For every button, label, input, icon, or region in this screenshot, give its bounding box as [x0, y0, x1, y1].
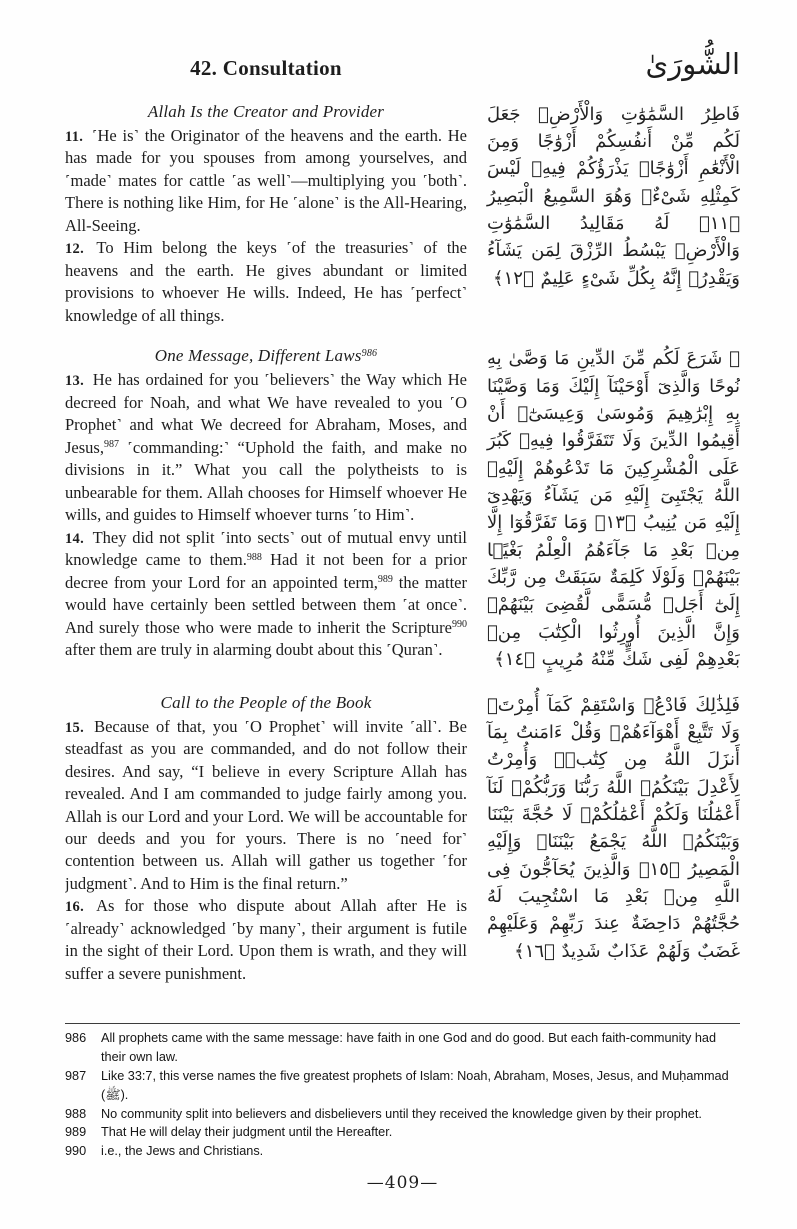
footnote-number: 990	[65, 1144, 87, 1159]
footnotes-list	[65, 1029, 740, 1161]
surah-section	[65, 689, 740, 986]
footnote-ref: 989	[377, 574, 393, 586]
section-heading-text: One Message, Different Laws	[154, 346, 362, 366]
footnote-divider	[65, 1023, 740, 1024]
verse-number: 11.	[65, 128, 84, 145]
verse-number: 15.	[65, 719, 85, 736]
english-column	[65, 689, 467, 986]
surah-arabic-title: الشُّورَىٰ	[645, 47, 740, 81]
verse-paragraph: 14. They did not split ˹into sects˺ out of mutual envy until knowledge came to them.$^{988}$ Had it not been for a prior decree from your Lord for an appointed term,$^{989}$ the matter would have certainly been settled between them ˹at once˺. And surely those who were made to inherit the Scripture$^{990}$ after them are truly in alarming doubt about this ˹Quran˺.	[65, 527, 468, 659]
verse-number: 14.	[65, 530, 85, 547]
title-wrap	[65, 50, 467, 81]
english-column	[65, 98, 467, 328]
footnote-text: No community split into believers and disbelievers until they received the knowledge given by their prophet.	[101, 1106, 702, 1121]
footnote-number: 986	[65, 1031, 87, 1046]
footnote-number: 989	[65, 1125, 87, 1140]
footnote-item	[65, 1029, 740, 1067]
verses-block	[65, 369, 467, 661]
footnote-number: 988	[65, 1106, 87, 1121]
verses-block	[65, 125, 467, 328]
footnote-item	[65, 1123, 740, 1142]
footnote-item	[65, 1105, 740, 1124]
section-heading	[65, 693, 467, 713]
footnote-text: All prophets came with the same message: have faith in one God and do good. But each faith-community had their own law.	[101, 1031, 716, 1065]
section-heading	[65, 102, 467, 122]
verse-paragraph: 11. ˹He is˺ the Originator of the heavens and the earth. He has made for you spouses from among yourselves, and ˹made˺ mates for cattle ˹as well˺—multiplying you ˹both˺. There is nothing like Him, for He ˹alone˺ is the All-Hearing, All-Seeing.	[65, 125, 468, 235]
section-heading	[65, 346, 467, 366]
footnote-ref: 990	[452, 619, 467, 631]
footnote-text: That He will delay their judgment until the Hereafter.	[101, 1125, 393, 1140]
section-heading-text: Call to the People of the Book	[160, 692, 372, 712]
surah-section	[65, 342, 740, 673]
footnote-text: Like 33:7, this verse names the five greatest prophets of Islam: Noah, Abraham, Moses, Jesus, and Muḥammad (ﷺ).	[101, 1069, 729, 1102]
section-heading-text: Allah Is the Creator and Provider	[147, 101, 385, 121]
verse-paragraph: 15. Because of that, you ˹O Prophet˺ will invite ˹all˺. Be steadfast as you are commanded, and do not follow their desires. And say, “I believe in every Scripture Allah has revealed. And I am commanded to judge fairly among you. Allah is our Lord and your Lord. We will be accountable for our deeds and you for yours. There is no ˹need for˺ contention between us. Allah will gather us together ˹for judgment˺. And to Him is the final return.”	[65, 716, 468, 893]
verses-block	[65, 716, 467, 986]
page-header	[65, 47, 740, 84]
verse-number: 13.	[65, 373, 85, 390]
arabic-verse-text: فَاطِرُ السَّمَٰوَٰتِ وَالْأَرْضِۚ جَعَلَ لَكُم مِّنْ أَنفُسِكُمْ أَزْوَٰجًا وَمِنَ الْأَنْعَٰمِ أَزْوَٰجًاۖ يَذْرَؤُكُمْ فِيهِۚ لَيْسَ كَمِثْلِهِ شَىْءٌۖ وَهُوَ السَّمِيعُ الْبَصِيرُ ﴿١١﴾ لَهُ مَقَالِيدُ السَّمَٰوَٰتِ وَالْأَرْضِۖ يَبْسُطُ الرِّزْقَ لِمَن يَشَآءُ وَيَقْدِرُۚ إِنَّهُ بِكُلِّ شَىْءٍ عَلِيمٌ ﴿١٢﴾	[487, 103, 740, 289]
footnote-ref: 988	[246, 551, 262, 563]
verse-paragraph: 16. As for those who dispute about Allah after He is ˹already˺ acknowledged ˹by many˺, their argument is futile in the sight of their Lord. Upon them is wrath, and they will suffer a severe punishment.	[65, 896, 467, 983]
verses-area	[65, 98, 740, 1024]
section-heading-footnote-ref: 986	[361, 347, 378, 359]
verse-number: 12.	[65, 241, 85, 258]
footnote-number: 987	[65, 1069, 87, 1084]
page-footer	[65, 1023, 740, 1229]
arabic-verse-text: فَلِذَٰلِكَ فَادْعُۖ وَاسْتَقِمْ كَمَآ أُمِرْتَۖ وَلَا تَتَّبِعْ أَهْوَآءَهُمْۖ وَقُلْ ءَامَنتُ بِمَآ أَنزَلَ اللَّهُ مِن كِتَٰبٖۖ وَأُمِرْتُ لِأَعْدِلَ بَيْنَكُمُۖ اللَّهُ رَبُّنَا وَرَبُّكُمْۖ لَنَآ أَعْمَٰلُنَا وَلَكُمْ أَعْمَٰلُكُمْۖ لَا حُجَّةَ بَيْنَنَا وَبَيْنَكُمُۖ اللَّهُ يَجْمَعُ بَيْنَنَاۖ وَإِلَيْهِ الْمَصِيرُ ﴿١٥﴾ وَالَّذِينَ يُحَآجُّونَ فِى اللَّهِ مِنۢ بَعْدِ مَا اسْتُجِيبَ لَهُ حُجَّتُهُمْ دَاحِضَةٌ عِندَ رَبِّهِمْ وَعَلَيْهِمْ غَضَبٌ وَلَهُمْ عَذَابٌ شَدِيدٌ ﴿١٦﴾	[487, 694, 740, 962]
english-column	[65, 342, 467, 673]
footnote-item	[65, 1142, 740, 1161]
footnote-item	[65, 1067, 740, 1105]
arabic-verse-text: ۞ شَرَعَ لَكُم مِّنَ الدِّينِ مَا وَصَّىٰ بِهِ نُوحًا وَالَّذِىٓ أَوْحَيْنَآ إِلَيْكَ وَمَا وَصَّيْنَا بِهِ إِبْرَٰهِيمَ وَمُوسَىٰ وَعِيسَىٰٓۖ أَنْ أَقِيمُوا الدِّينَ وَلَا تَتَفَرَّقُوا فِيهِۚ كَبُرَ عَلَى الْمُشْرِكِينَ مَا تَدْعُوهُمْ إِلَيْهِۚ اللَّهُ يَجْتَبِىٓ إِلَيْهِ مَن يَشَآءُ وَيَهْدِىٓ إِلَيْهِ مَن يُنِيبُ ﴿١٣﴾ وَمَا تَفَرَّقُوٓا إِلَّا مِنۢ بَعْدِ مَا جَآءَهُمُ الْعِلْمُ بَغْيًۢا بَيْنَهُمْۚ وَلَوْلَا كَلِمَةٌ سَبَقَتْ مِن رَّبِّكَ إِلَىٰٓ أَجَلٖ مُّسَمًّى لَّقُضِىَ بَيْنَهُمْۚ وَإِنَّ الَّذِينَ أُورِثُوا الْكِتَٰبَ مِنۢ بَعْدِهِمْ لَفِى شَكٍّ مِّنْهُ مُرِيبٍ ﴿١٤﴾	[487, 348, 740, 671]
page-title: 42. Consultation	[190, 56, 342, 80]
verse-number: 16.	[65, 899, 85, 916]
verse-paragraph: 13. He has ordained for you ˹believers˺ the Way which He decreed for Noah, and what We have revealed to you ˹O Prophet˺ and what We decreed for Abraham, Moses, and Jesus,$^{987}$ ˹commanding:˺ “Uphold the faith, and make no divisions in it.” What you call the polytheists to is unbearable for them. Allah chooses for Himself whoever He wills, and guides to Himself whoever turns ˹to Him˺.	[65, 370, 468, 525]
verse-paragraph: 12. To Him belong the keys ˹of the treasuries˺ of the heavens and the earth. He gives abundant or limited provisions to whoever He wills. Indeed, He has ˹perfect˺ knowledge of all things.	[65, 238, 468, 325]
footnote-ref: 987	[103, 439, 119, 451]
footnote-text: i.e., the Jews and Christians.	[101, 1144, 264, 1159]
surah-section	[65, 98, 740, 328]
page-number: —409—	[366, 1173, 439, 1193]
